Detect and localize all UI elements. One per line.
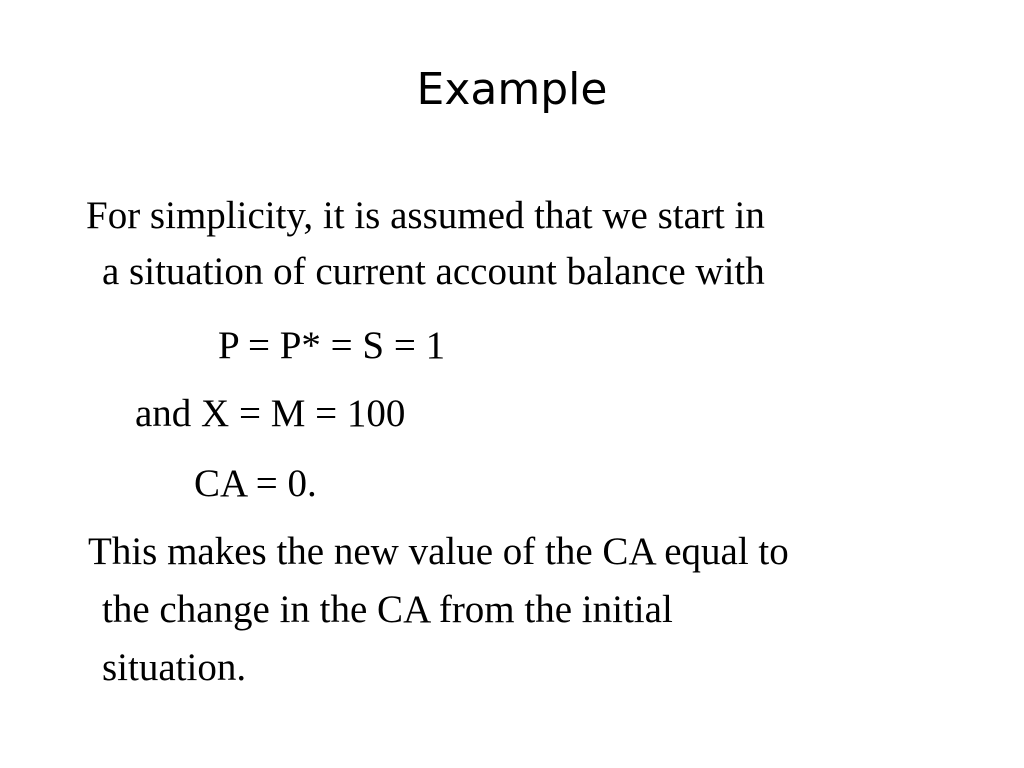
paragraph-1-line-1: For simplicity, it is assumed that we start in	[86, 194, 765, 237]
paragraph-2-line-2: the change in the CA from the initial	[102, 588, 673, 631]
paragraph-1-line-2: a situation of current account balance with	[102, 250, 765, 293]
paragraph-2-line-3: situation.	[102, 646, 247, 689]
equation-current-account: CA = 0.	[194, 462, 317, 505]
slide-title: Example	[416, 64, 608, 115]
paragraph-2-line-1: This makes the new value of the CA equal to	[88, 530, 789, 573]
equation-trade: and X = M = 100	[135, 392, 406, 435]
equation-prices: P = P* = S = 1	[218, 324, 446, 367]
